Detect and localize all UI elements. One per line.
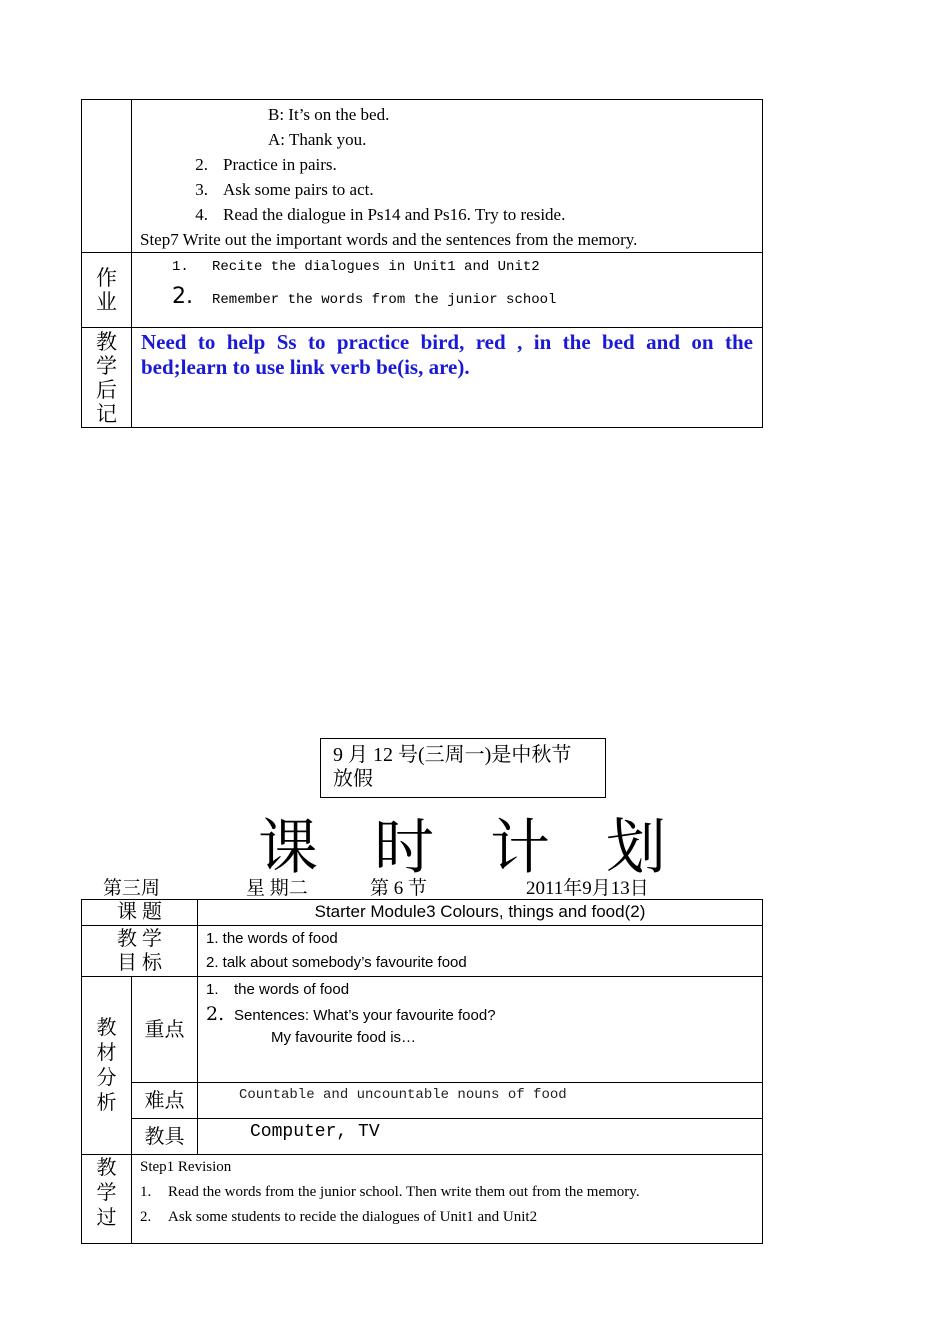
step1-heading: Step1 Revision [140,1159,232,1175]
topic-label: 课 题 [82,900,198,926]
analysis-label: 教 材 分 析 [82,977,132,1155]
process-item: 2. Practice in pairs. [195,155,337,174]
homework-label: 作 业 [82,253,132,328]
step1-item: 1. Read the words from the junior school. Then write them out from the memory. [140,1184,640,1200]
lesson-plan-table [81,899,763,1244]
topic-value: Starter Module3 Colours, things and food(2) [198,900,763,926]
plan-title: 课 时 计 划 [258,813,666,883]
process-content-cell [132,100,763,253]
process-content [132,1155,763,1244]
dialogue-line-a: A: Thank you. [268,130,367,149]
date-label: 2011年9月13日 [526,878,649,899]
notice-line-2: 放假 [333,768,373,790]
process-item: 3. Ask some pairs to act. [195,180,374,199]
key-sub: My favourite food is… [271,1029,417,1046]
notice-box [320,738,606,798]
homework-content [132,253,763,328]
dialogue-line-b: B: It’s on the bed. [268,105,390,124]
goal-item: 1. the words of food [206,930,338,947]
process-label: 教 学 过 [82,1155,132,1244]
weekday-label: 星 期二 [246,878,308,899]
key-points-label: 重点 [132,977,198,1083]
goal-item: 2. talk about somebody’s favourite food [206,954,467,971]
period-label: 第 6 节 [370,878,428,899]
key-item: 2. Sentences: What’s your favourite food? [206,1003,496,1025]
step7-line: Step7 Write out the important words and the sentences from the memory. [140,230,638,249]
goals-content [198,926,763,977]
process-item: 4. Read the dialogue in Ps14 and Ps16. Try to reside. [195,205,566,224]
week-label: 第三周 [103,878,161,899]
notice-line-1: 9 月 12 号(三周一)是中秋节 [333,744,572,766]
homework-item: 2. Remember the words from the junior school [172,284,557,309]
top-lesson-table [81,99,763,428]
difficult-content: Countable and uncountable nouns of food [198,1083,763,1119]
key-points-content [198,977,763,1083]
tools-label: 教具 [132,1119,198,1155]
homework-item: 1. Recite the dialogues in Unit1 and Unit2 [172,259,540,275]
difficult-label: 难点 [132,1083,198,1119]
process-label-cell [82,100,132,253]
reflection-label: 教 学 后 记 [82,328,132,428]
key-item: 1. the words of food [206,981,350,998]
step1-item: 2. Ask some students to recide the dialogues of Unit1 and Unit2 [140,1209,538,1225]
reflection-text: Need to help Ss to practice bird, red , in the bed and on the bed;learn to use link verb be(is, are). [132,328,763,428]
goals-label: 教 学 目 标 [82,926,198,977]
tools-content: Computer, TV [198,1119,763,1155]
